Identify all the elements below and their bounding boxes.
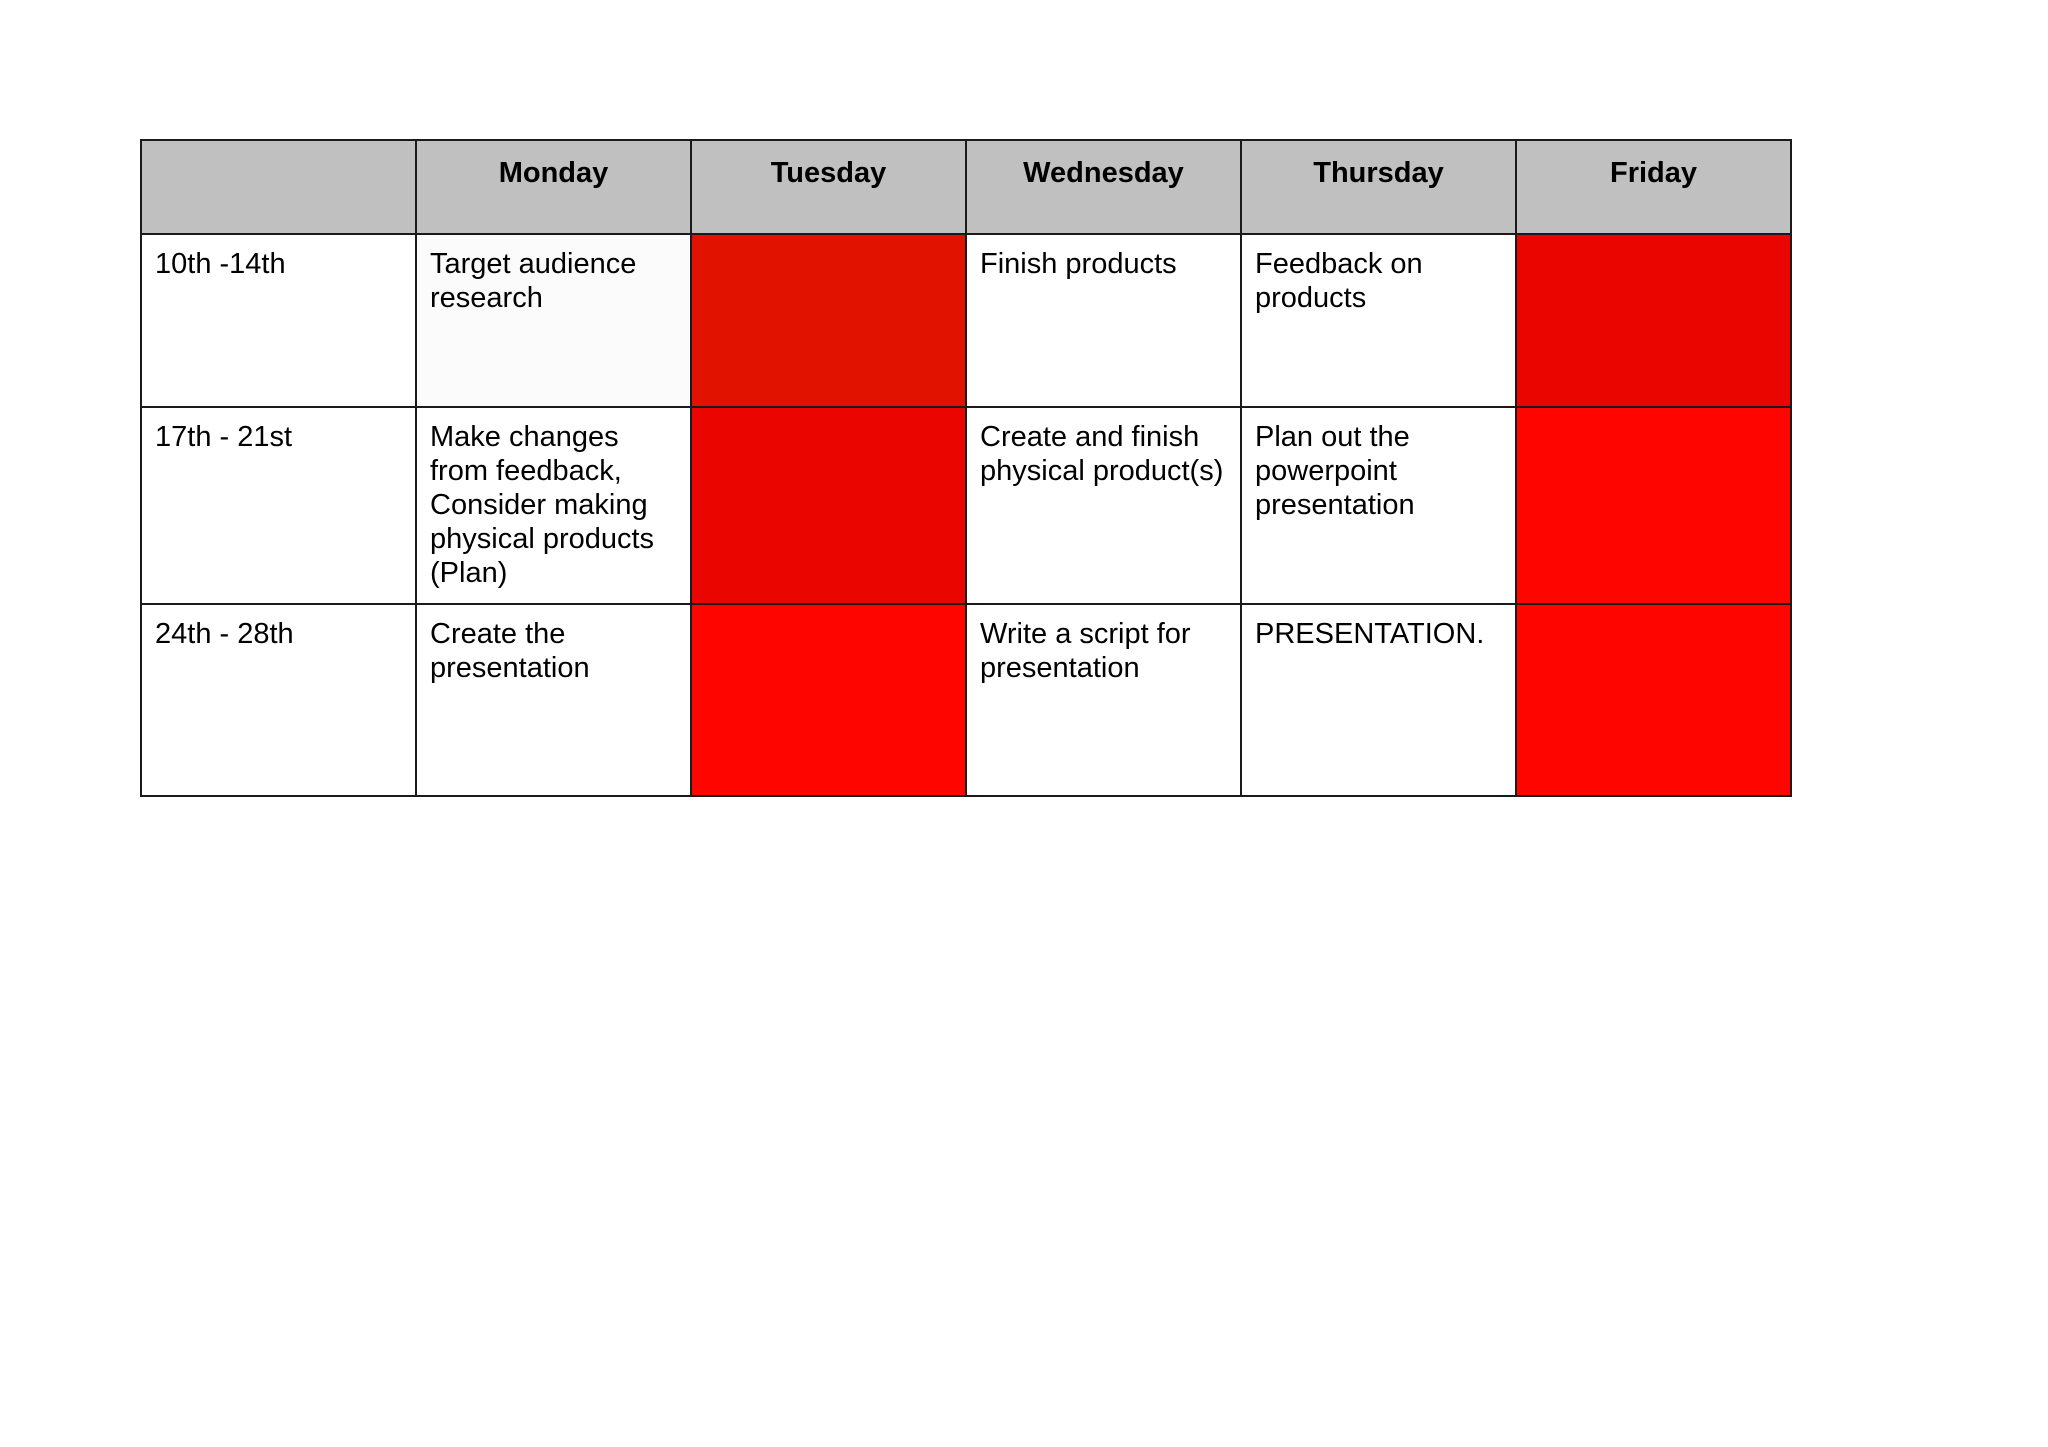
weekly-schedule-table [140, 139, 1792, 797]
monday-cell: Create the presentation [416, 604, 691, 796]
thursday-cell: Plan out the powerpoint presentation [1241, 407, 1516, 604]
header-cell-tuesday: Tuesday [691, 140, 966, 234]
header-cell-thursday: Thursday [1241, 140, 1516, 234]
wednesday-cell: Finish products [966, 234, 1241, 407]
monday-cell: Make changes from feedback, Consider making physical products (Plan) [416, 407, 691, 604]
week-label-cell: 10th -14th [141, 234, 416, 407]
friday-cell [1516, 234, 1791, 407]
friday-cell [1516, 407, 1791, 604]
monday-cell: Target audience research [416, 234, 691, 407]
header-row [141, 140, 1791, 234]
header-cell-wednesday: Wednesday [966, 140, 1241, 234]
friday-cell [1516, 604, 1791, 796]
wednesday-cell: Write a script for presentation [966, 604, 1241, 796]
table-row [141, 407, 1791, 604]
header-cell-friday: Friday [1516, 140, 1791, 234]
table-row [141, 604, 1791, 796]
wednesday-cell: Create and finish physical product(s) [966, 407, 1241, 604]
week-label-cell: 24th - 28th [141, 604, 416, 796]
tuesday-cell [691, 407, 966, 604]
tuesday-cell [691, 234, 966, 407]
thursday-cell: PRESENTATION. [1241, 604, 1516, 796]
header-cell-monday: Monday [416, 140, 691, 234]
tuesday-cell [691, 604, 966, 796]
week-label-cell: 17th - 21st [141, 407, 416, 604]
table-row [141, 234, 1791, 407]
thursday-cell: Feedback on products [1241, 234, 1516, 407]
header-cell-corner [141, 140, 416, 234]
